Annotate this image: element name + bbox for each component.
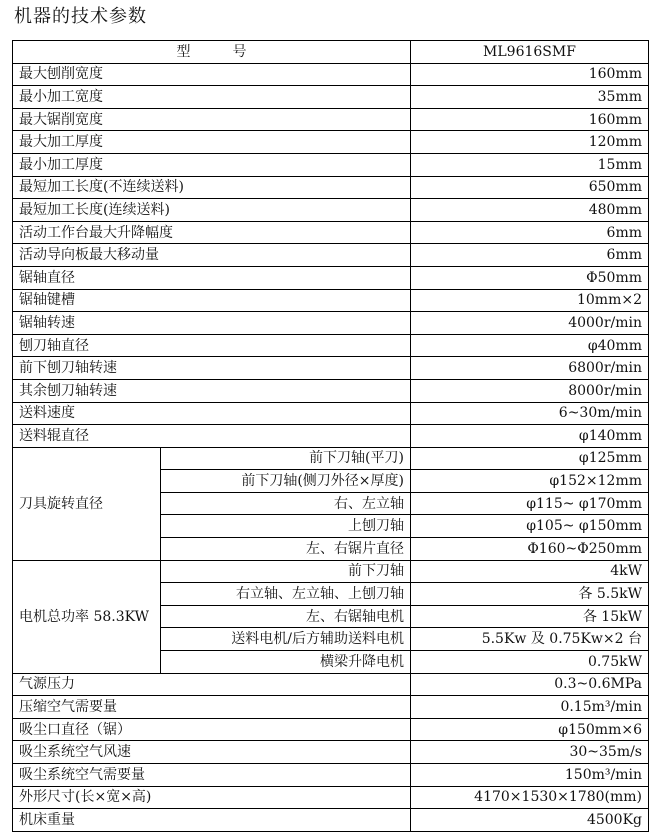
- table-row: [13, 809, 649, 832]
- sub-param-label: 前下刀轴: [161, 560, 411, 583]
- sub-param-label: 左、右锯片直径: [161, 538, 411, 561]
- sub-param-label: 右立轴、左立轴、上刨刀轴: [161, 583, 411, 606]
- param-label: 吸尘口直径（锯）: [13, 718, 411, 741]
- param-value: 0.75kW: [411, 651, 649, 674]
- param-value: 各 15kW: [411, 605, 649, 628]
- sub-param-label: 前下刀轴(侧刀外径×厚度): [161, 470, 411, 493]
- table-row: [13, 402, 649, 425]
- spec-table: [12, 40, 649, 832]
- group-label: 电机总功率 58.3KW: [13, 560, 161, 673]
- param-value: 150m³/min: [411, 764, 649, 787]
- param-label: 气源压力: [13, 673, 411, 696]
- param-label: 机床重量: [13, 809, 411, 832]
- table-row: [13, 425, 649, 448]
- table-row: [13, 334, 649, 357]
- table-row: [13, 176, 649, 199]
- model-label: 型 号: [13, 41, 411, 64]
- param-value: 160mm: [411, 108, 649, 131]
- param-value: φ152×12mm: [411, 470, 649, 493]
- param-value: φ115~ φ170mm: [411, 492, 649, 515]
- param-label: 最短加工长度(连续送料): [13, 199, 411, 222]
- spec-table-body: [13, 41, 649, 832]
- param-value: Φ50mm: [411, 266, 649, 289]
- param-value: 120mm: [411, 131, 649, 154]
- param-label: 其余刨刀轴转速: [13, 379, 411, 402]
- param-value: 8000r/min: [411, 379, 649, 402]
- param-value: φ140mm: [411, 425, 649, 448]
- table-row: [13, 244, 649, 267]
- param-value: 各 5.5kW: [411, 583, 649, 606]
- table-row: [13, 696, 649, 719]
- param-label: 刨刀轴直径: [13, 334, 411, 357]
- param-value: 650mm: [411, 176, 649, 199]
- param-label: 活动工作台最大升降幅度: [13, 221, 411, 244]
- table-row: [13, 560, 649, 583]
- param-label: 前下刨刀轴转速: [13, 357, 411, 380]
- param-value: 480mm: [411, 199, 649, 222]
- param-value: 0.3~0.6MPa: [411, 673, 649, 696]
- sub-param-label: 上刨刀轴: [161, 515, 411, 538]
- table-row: [13, 86, 649, 109]
- param-value: 0.15m³/min: [411, 696, 649, 719]
- table-header-row: [13, 41, 649, 64]
- param-value: φ125mm: [411, 447, 649, 470]
- param-label: 吸尘系统空气风速: [13, 741, 411, 764]
- param-label: 最小加工厚度: [13, 153, 411, 176]
- param-label: 最大锯削宽度: [13, 108, 411, 131]
- param-value: 160mm: [411, 63, 649, 86]
- model-value: ML9616SMF: [411, 41, 649, 64]
- param-value: 6mm: [411, 221, 649, 244]
- page-title: 机器的技术参数: [14, 6, 147, 27]
- table-row: [13, 312, 649, 335]
- table-row: [13, 63, 649, 86]
- param-value: 10mm×2: [411, 289, 649, 312]
- sub-param-label: 右、左立轴: [161, 492, 411, 515]
- table-row: [13, 108, 649, 131]
- sub-param-label: 左、右锯轴电机: [161, 605, 411, 628]
- param-value: 15mm: [411, 153, 649, 176]
- table-row: [13, 221, 649, 244]
- param-value: Φ160~Φ250mm: [411, 538, 649, 561]
- group-label: 刀具旋转直径: [13, 447, 161, 560]
- param-label: 吸尘系统空气需要量: [13, 764, 411, 787]
- table-row: [13, 266, 649, 289]
- param-value: 30~35m/s: [411, 741, 649, 764]
- param-value: 5.5Kw 及 0.75Kw×2 台: [411, 628, 649, 651]
- param-value: 6mm: [411, 244, 649, 267]
- param-label: 压缩空气需要量: [13, 696, 411, 719]
- table-row: [13, 673, 649, 696]
- table-row: [13, 357, 649, 380]
- param-value: 6800r/min: [411, 357, 649, 380]
- param-value: 35mm: [411, 86, 649, 109]
- param-value: φ150mm×6: [411, 718, 649, 741]
- param-value: φ105~ φ150mm: [411, 515, 649, 538]
- table-row: [13, 131, 649, 154]
- table-row: [13, 718, 649, 741]
- table-row: [13, 153, 649, 176]
- param-value: 4170×1530×1780(mm): [411, 786, 649, 809]
- table-row: [13, 199, 649, 222]
- param-value: 4000r/min: [411, 312, 649, 335]
- table-row: [13, 379, 649, 402]
- param-value: φ40mm: [411, 334, 649, 357]
- param-label: 最大刨削宽度: [13, 63, 411, 86]
- sub-param-label: 横梁升降电机: [161, 651, 411, 674]
- param-label: 最大加工厚度: [13, 131, 411, 154]
- param-label: 锯轴转速: [13, 312, 411, 335]
- param-label: 活动导向板最大移动量: [13, 244, 411, 267]
- table-row: [13, 764, 649, 787]
- param-label: 送料辊直径: [13, 425, 411, 448]
- param-label: 锯轴键槽: [13, 289, 411, 312]
- table-row: [13, 741, 649, 764]
- sub-param-label: 前下刀轴(平刀): [161, 447, 411, 470]
- param-label: 锯轴直径: [13, 266, 411, 289]
- param-value: 4500Kg: [411, 809, 649, 832]
- sub-param-label: 送料电机/后方辅助送料电机: [161, 628, 411, 651]
- param-label: 外形尺寸(长×宽×高): [13, 786, 411, 809]
- param-label: 最小加工宽度: [13, 86, 411, 109]
- table-row: [13, 786, 649, 809]
- param-label: 最短加工长度(不连续送料): [13, 176, 411, 199]
- table-row: [13, 289, 649, 312]
- param-value: 4kW: [411, 560, 649, 583]
- param-label: 送料速度: [13, 402, 411, 425]
- param-value: 6~30m/min: [411, 402, 649, 425]
- table-row: [13, 447, 649, 470]
